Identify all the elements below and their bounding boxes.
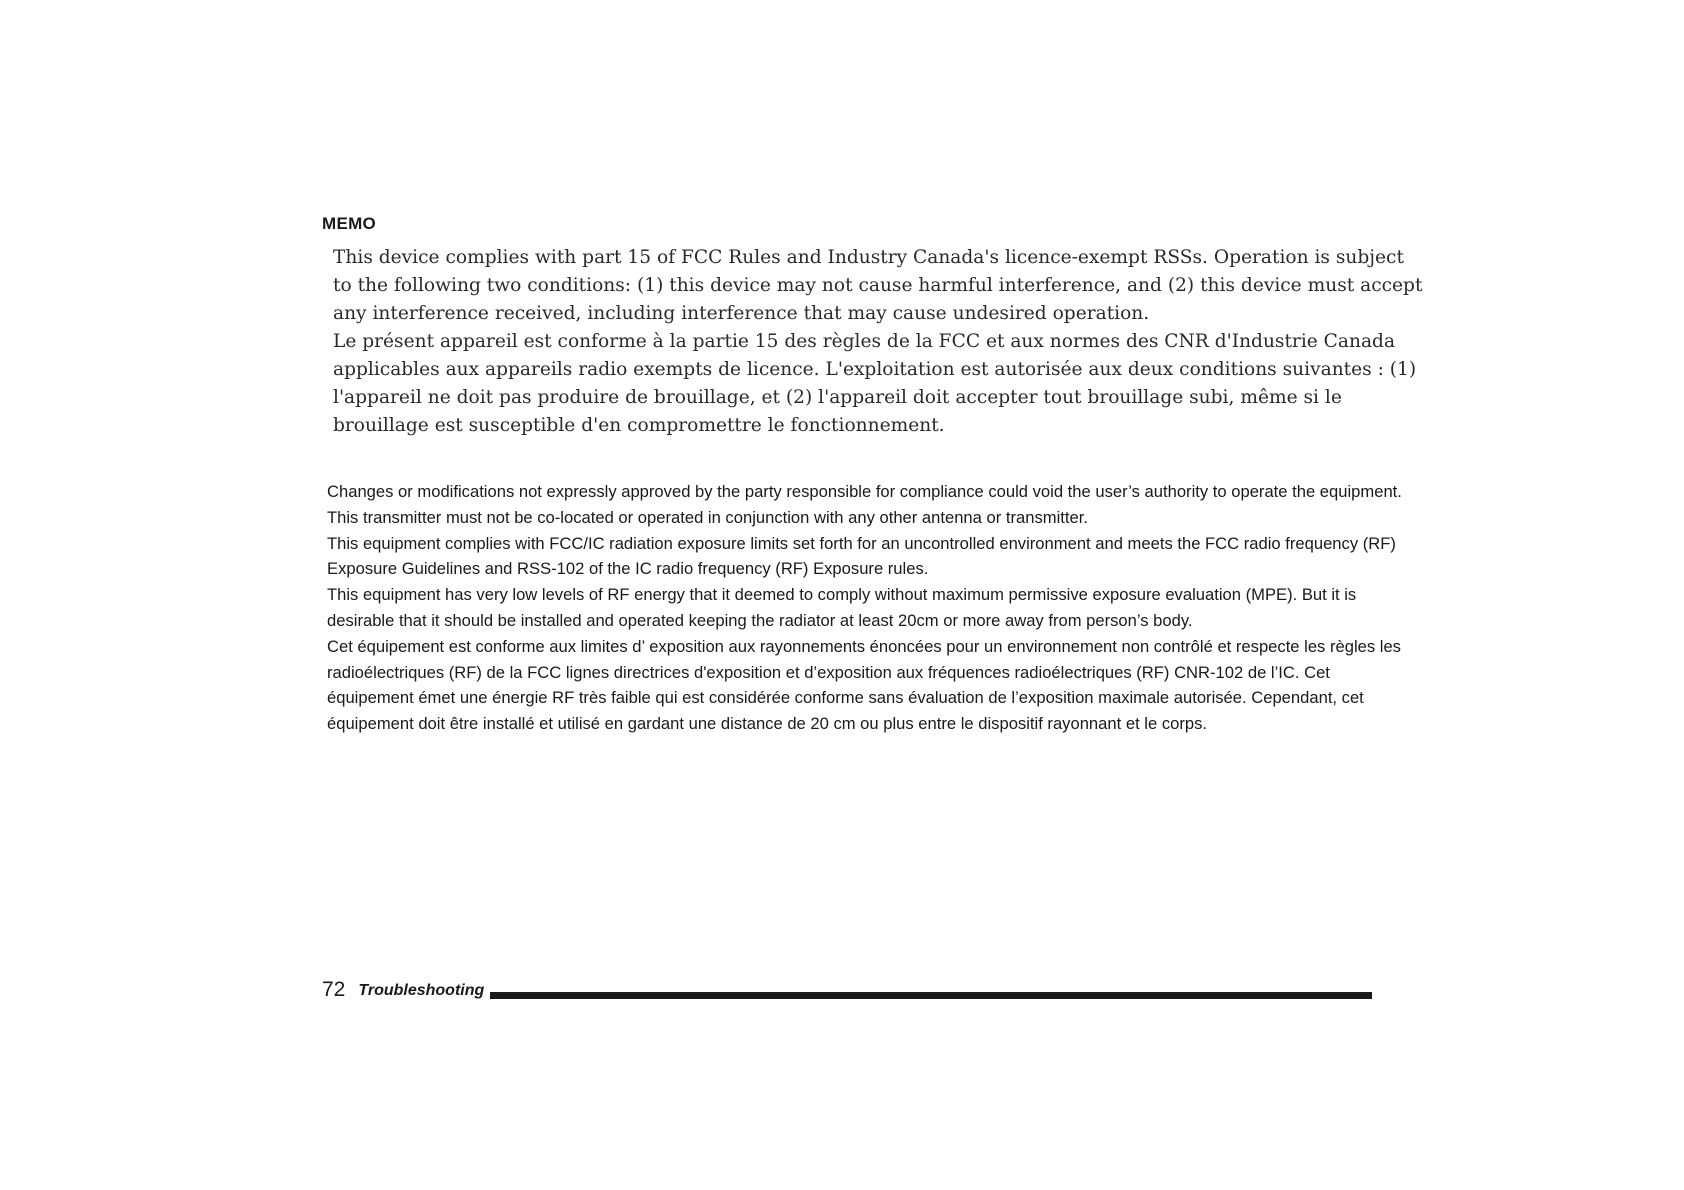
page-number: 72: [322, 978, 346, 1001]
memo-heading: MEMO: [322, 214, 377, 233]
section-title: Troubleshooting: [358, 982, 485, 999]
page-footer: [322, 972, 1372, 1002]
notice-modifications: Changes or modifications not expressly approved by the party responsible for compliance could void the user’s authority to operate the equipment.: [327, 482, 1402, 501]
memo-paragraph-french: Le présent appareil est conforme à la partie 15 des règles de la FCC et aux normes des CNR d'Industrie Canada applicables aux appareils radio exempts de licence. L'exploitation est autorisée aux deux conditions suivantes : (1) l'appareil ne doit pas produire de brouillage, et (2) l'appareil doit accepter tout brouillage subi, même si le brouillage est susceptible d'en compromettre le fonctionnement.: [333, 331, 1417, 436]
compliance-notice: [327, 479, 1412, 737]
memo-paragraph-english: This device complies with part 15 of FCC Rules and Industry Canada's licence-exempt RSSs. Operation is subject to the following two conditions: (1) this device may not cause harmful interference, and (2) this device must accept any interference received, including interference that may cause undesired operation.: [333, 247, 1423, 324]
notice-colocation: This transmitter must not be co-located or operated in conjunction with any other antenna or transmitter.: [327, 507, 1088, 527]
memo-block: [333, 244, 1423, 440]
notice-rf-energy: This equipment has very low levels of RF energy that it deemed to comply without maximum permissive exposure evaluation (MPE). But it is desirable that it should be installed and operated keeping the radiator at least 20cm or more away from person’s body.: [327, 585, 1357, 630]
footer-rule: [490, 992, 1372, 999]
notice-french-exposure: Cet équipement est conforme aux limites d’ exposition aux rayonnements énoncées pour un environnement non contrôlé et respecte les règles les radioélectriques (RF) de la FCC lignes directrices d'exposition et d’exposition aux fréquences radioélectriques (RF) CNR-102 de l’IC. Cet équipement émet une énergie RF très faible qui est considérée conforme sans évaluation de l’exposition maximale autorisée. Cependant, cet équipement doit être installé et utilisé en gardant une distance de 20 cm ou plus entre le dispositif rayonnant et le corps.: [327, 636, 1401, 734]
notice-exposure-limits: This equipment complies with FCC/IC radiation exposure limits set forth for an uncontrolled environment and meets the FCC radio frequency (RF) Exposure Guidelines and RSS-102 of the IC radio frequency (RF) Exposure rules.: [327, 533, 1396, 579]
